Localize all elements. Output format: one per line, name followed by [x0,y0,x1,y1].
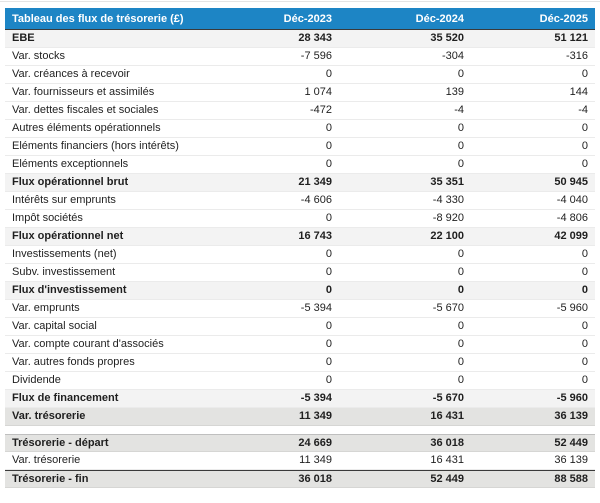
cell-dec-2025: 0 [581,374,588,386]
cell-dec-2025: 0 [581,122,588,134]
cell-dec-2023: -5 394 [300,302,332,314]
cell-dec-2024: 139 [445,86,464,98]
cell-dec-2025: 0 [581,338,588,350]
row-label: EBE [12,32,35,44]
table-header-row [5,8,595,30]
table-row [5,138,595,156]
row-label: Trésorerie - départ [12,437,109,449]
table-row [5,246,595,264]
cell-dec-2023: 1 074 [304,86,332,98]
row-label: Var. trésorerie [12,454,81,466]
cell-dec-2025: -5 960 [556,392,588,404]
cell-dec-2024: -4 330 [432,194,464,206]
cell-dec-2024: 0 [457,122,464,134]
table-row [5,452,595,470]
cell-dec-2024: 0 [457,338,464,350]
cell-dec-2023: 0 [325,284,332,296]
cell-dec-2023: 0 [325,320,332,332]
cell-dec-2023: -472 [309,104,332,116]
row-label: Eléments exceptionnels [12,158,129,170]
cell-dec-2025: 0 [581,140,588,152]
cell-dec-2023: 24 669 [298,437,332,449]
row-label: Autres éléments opérationnels [12,122,161,134]
cell-dec-2025: 0 [581,248,588,260]
cell-dec-2023: 28 343 [298,32,332,44]
cell-dec-2025: -4 040 [556,194,588,206]
table-row [5,318,595,336]
table-row [5,282,595,300]
table-row [5,30,595,48]
cell-dec-2025: -4 806 [556,212,588,224]
table-row [5,372,595,390]
cell-dec-2024: 0 [457,248,464,260]
table-row [5,210,595,228]
cell-dec-2024: 0 [457,356,464,368]
row-label: Impôt sociétés [12,212,83,224]
column-header-dec-2024: Déc-2024 [415,13,464,25]
row-label: Flux d'investissement [12,284,127,296]
cell-dec-2024: -304 [441,50,464,62]
cell-dec-2025: 0 [581,320,588,332]
table-row [5,434,595,452]
row-label: Var. emprunts [12,302,80,314]
table-body [5,30,595,488]
cell-dec-2025: 52 449 [554,437,588,449]
table-row [5,300,595,318]
cell-dec-2023: -7 596 [300,50,332,62]
cell-dec-2025: -4 [578,104,588,116]
cell-dec-2024: 52 449 [430,473,464,485]
table-row [5,102,595,120]
cell-dec-2023: 11 349 [298,410,332,422]
cell-dec-2024: 0 [457,140,464,152]
row-label: Subv. investissement [12,266,116,278]
table-row [5,156,595,174]
cell-dec-2023: 11 349 [299,454,332,466]
cell-dec-2023: 0 [325,248,332,260]
cell-dec-2024: 16 431 [430,454,464,466]
cell-dec-2024: 0 [457,158,464,170]
row-label: Var. capital social [12,320,97,332]
cell-dec-2023: 0 [325,338,332,350]
cell-dec-2024: -4 [454,104,464,116]
row-label: Var. autres fonds propres [12,356,135,368]
cell-dec-2024: 0 [457,284,464,296]
cell-dec-2023: 0 [325,140,332,152]
cell-dec-2025: 88 588 [554,473,588,485]
cell-dec-2025: 50 945 [554,176,588,188]
cell-dec-2023: 0 [325,356,332,368]
cell-dec-2025: 0 [581,68,588,80]
cell-dec-2025: 0 [581,356,588,368]
cell-dec-2024: 0 [457,68,464,80]
table-row [5,390,595,408]
cell-dec-2025: 42 099 [554,230,588,242]
row-label: Var. compte courant d'associés [12,338,164,350]
column-header-dec-2025: Déc-2025 [539,13,588,25]
cell-dec-2023: -4 606 [300,194,332,206]
row-label: Eléments financiers (hors intérêts) [12,140,179,152]
cell-dec-2025: 51 121 [554,32,588,44]
cell-dec-2024: -8 920 [432,212,464,224]
cell-dec-2024: 0 [457,374,464,386]
page-top-divider [0,1,600,2]
cell-dec-2023: 0 [325,374,332,386]
cell-dec-2025: 144 [569,86,588,98]
table-row [5,192,595,210]
row-label: Investissements (net) [12,248,117,260]
cell-dec-2024: 16 431 [430,410,464,422]
table-title: Tableau des flux de trésorerie (£) [12,13,184,25]
row-label: Flux de financement [12,392,119,404]
cell-dec-2025: 0 [581,158,588,170]
table-row [5,408,595,426]
cell-dec-2025: -5 960 [556,302,588,314]
table-row [5,48,595,66]
cell-dec-2024: -5 670 [432,302,464,314]
cell-dec-2023: 36 018 [298,473,332,485]
cell-dec-2024: 36 018 [430,437,464,449]
cell-dec-2024: -5 670 [432,392,464,404]
cell-dec-2025: 36 139 [554,454,588,466]
cell-dec-2025: 0 [581,284,588,296]
table-row [5,336,595,354]
row-label: Intérêts sur emprunts [12,194,116,206]
cell-dec-2023: -5 394 [300,392,332,404]
table-row [5,470,595,488]
cell-dec-2023: 0 [325,266,332,278]
cell-dec-2024: 35 520 [430,32,464,44]
column-header-dec-2023: Déc-2023 [283,13,332,25]
row-label: Flux opérationnel brut [12,176,129,188]
row-label: Dividende [12,374,61,386]
cash-flow-table [5,8,595,488]
table-row [5,66,595,84]
cell-dec-2023: 16 743 [298,230,332,242]
row-label: Flux opérationnel net [12,230,124,242]
cell-dec-2023: 0 [325,212,332,224]
cell-dec-2025: -316 [565,50,588,62]
table-row [5,120,595,138]
row-label: Var. dettes fiscales et sociales [12,104,159,116]
table-row [5,84,595,102]
cell-dec-2024: 22 100 [430,230,464,242]
table-row [5,174,595,192]
table-row [5,264,595,282]
cell-dec-2023: 21 349 [298,176,332,188]
cell-dec-2023: 0 [325,122,332,134]
row-label: Trésorerie - fin [12,473,89,485]
table-row [5,228,595,246]
table-row [5,354,595,372]
row-label: Var. créances à recevoir [12,68,130,80]
row-label: Var. trésorerie [12,410,86,422]
cell-dec-2025: 0 [581,266,588,278]
row-label: Var. stocks [12,50,65,62]
cell-dec-2023: 0 [325,158,332,170]
cell-dec-2024: 0 [457,320,464,332]
cell-dec-2024: 0 [457,266,464,278]
cell-dec-2023: 0 [325,68,332,80]
row-label: Var. fournisseurs et assimilés [12,86,155,98]
cell-dec-2024: 35 351 [430,176,464,188]
cell-dec-2025: 36 139 [554,410,588,422]
